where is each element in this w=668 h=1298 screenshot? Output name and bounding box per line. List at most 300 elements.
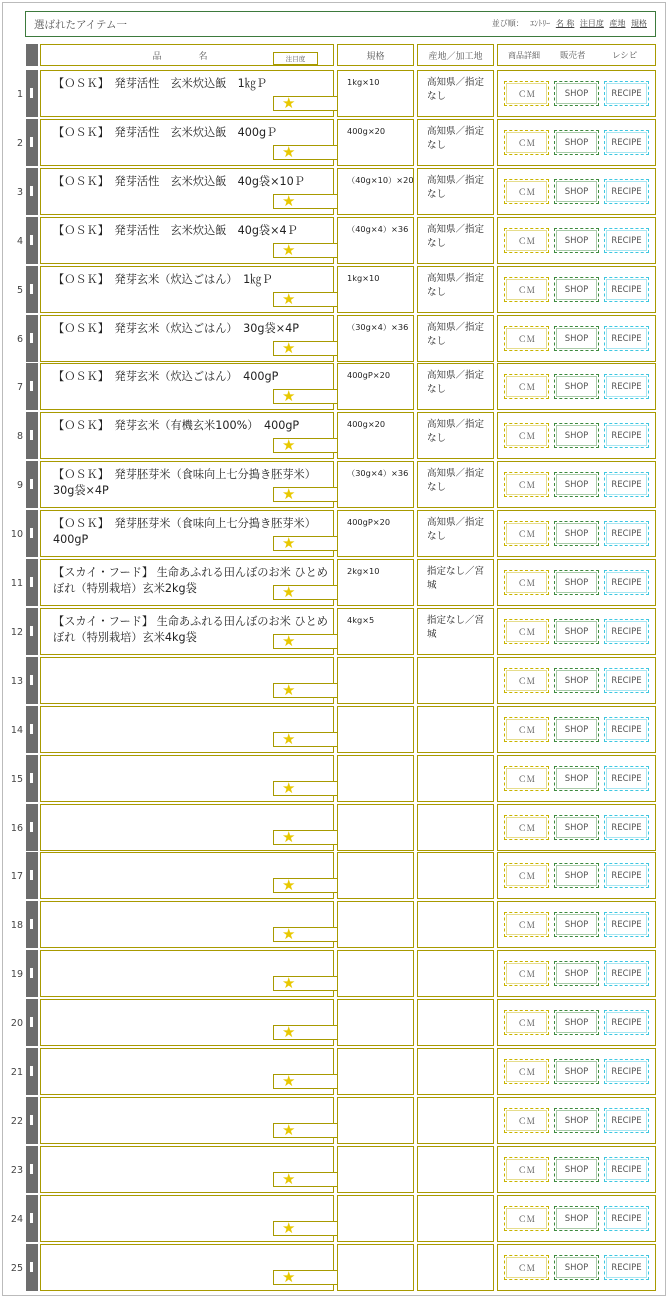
product-name-cell (40, 1244, 334, 1291)
spec-cell (337, 217, 414, 264)
row-grip-bar (26, 901, 38, 948)
row-grip-tick (30, 626, 33, 636)
shop-button[interactable]: SHOP (554, 668, 599, 693)
cm-button[interactable]: ＣＭ (504, 961, 549, 986)
sort-label: 並び順： (491, 19, 524, 28)
spec-cell (337, 1244, 414, 1291)
star-icon[interactable]: ★ (282, 143, 296, 161)
origin-cell (417, 119, 494, 166)
cm-button[interactable]: ＣＭ (504, 912, 549, 937)
sort-bar (492, 18, 647, 29)
recipe-button[interactable]: RECIPE (604, 81, 649, 106)
origin-cell (417, 608, 494, 655)
origin-cell (417, 950, 494, 997)
origin-cell (417, 217, 494, 264)
spec-cell (337, 852, 414, 899)
product-spec: 400g×20 (347, 419, 386, 429)
shop-button[interactable]: SHOP (554, 961, 599, 986)
row-grip-tick (30, 235, 33, 245)
product-origin: 高知県／指定なし (427, 468, 485, 493)
product-origin: 高知県／指定なし (427, 517, 485, 542)
shop-button[interactable]: SHOP (554, 179, 599, 204)
row-grip-bar (26, 1048, 38, 1095)
row-grip-bar (26, 999, 38, 1046)
product-name-cell (40, 804, 334, 851)
row-number: 7 (16, 382, 23, 393)
sort-spec-link[interactable]: 規格 (631, 19, 647, 28)
shop-button[interactable]: SHOP (554, 1206, 599, 1231)
star-icon[interactable]: ★ (282, 1121, 296, 1139)
cm-button[interactable]: ＣＭ (504, 668, 549, 693)
spec-cell (337, 461, 414, 508)
actions-cell (497, 363, 656, 410)
product-name-cell (40, 1146, 334, 1193)
row-grip-bar (26, 461, 38, 508)
row-number: 15 (10, 774, 23, 785)
attention-box (273, 1172, 345, 1187)
recipe-button[interactable]: RECIPE (604, 130, 649, 155)
recipe-button[interactable]: RECIPE (604, 1010, 649, 1035)
product-name-cell (40, 266, 334, 313)
row-grip-tick (30, 284, 33, 294)
row-grip-tick (30, 822, 33, 832)
recipe-button[interactable]: RECIPE (604, 1206, 649, 1231)
recipe-button[interactable]: RECIPE (604, 423, 649, 448)
origin-cell (417, 1097, 494, 1144)
shop-button[interactable]: SHOP (554, 766, 599, 791)
row-grip-bar (26, 804, 38, 851)
row-grip-tick (30, 186, 33, 196)
shop-button[interactable]: SHOP (554, 130, 599, 155)
origin-cell (417, 1146, 494, 1193)
row-number: 18 (10, 920, 23, 931)
actions-cell (497, 755, 656, 802)
shop-button[interactable]: SHOP (554, 521, 599, 546)
row-number: 21 (10, 1067, 23, 1078)
product-name[interactable]: 【ＯＳＫ】 発芽胚芽米（食味向上七分搗き胚芽米） 400gP (53, 517, 322, 546)
attention-box (273, 830, 345, 845)
cm-button[interactable]: ＣＭ (504, 472, 549, 497)
row-grip-tick (30, 1213, 33, 1223)
actions-cell (497, 510, 656, 557)
header-row-bar (26, 44, 38, 66)
spec-cell (337, 559, 414, 606)
row-number: 23 (10, 1165, 23, 1176)
product-name[interactable]: 【ＯＳＫ】 発芽玄米（有機玄米100%） 400gP (53, 419, 300, 432)
cm-button[interactable]: ＣＭ (504, 1010, 549, 1035)
shop-button[interactable]: SHOP (554, 326, 599, 351)
origin-cell (417, 1048, 494, 1095)
row-grip-bar (26, 217, 38, 264)
column-detail-label: 商品詳細 (508, 50, 540, 60)
attention-box (273, 732, 345, 747)
spec-cell (337, 657, 414, 704)
attention-box (273, 1074, 345, 1089)
product-name-cell (40, 852, 334, 899)
shop-button[interactable]: SHOP (554, 912, 599, 937)
product-origin: 指定なし／宮城 (427, 566, 485, 591)
star-icon[interactable]: ★ (282, 828, 296, 846)
shop-button[interactable]: SHOP (554, 228, 599, 253)
cm-button[interactable]: ＣＭ (504, 228, 549, 253)
row-number: 19 (10, 969, 23, 980)
product-spec: （40g×10）×20 (347, 175, 414, 185)
page-title: 選ばれたアイテム一 (34, 19, 128, 31)
shop-button[interactable]: SHOP (554, 863, 599, 888)
row-number: 4 (16, 236, 23, 247)
product-spec: 2kg×10 (347, 566, 380, 576)
product-name[interactable]: 【ＯＳＫ】 発芽活性 玄米炊込飯 40g袋×10Ｐ (53, 175, 305, 188)
row-grip-tick (30, 1066, 33, 1076)
origin-cell (417, 412, 494, 459)
actions-cell (497, 119, 656, 166)
cm-button[interactable]: ＣＭ (504, 521, 549, 546)
row-grip-tick (30, 1262, 33, 1272)
sort-attention-link[interactable]: 注目度 (579, 19, 604, 28)
product-name-cell (40, 559, 334, 606)
spec-cell (337, 608, 414, 655)
actions-cell (497, 412, 656, 459)
shop-button[interactable]: SHOP (554, 1108, 599, 1133)
recipe-button[interactable]: RECIPE (604, 912, 649, 937)
recipe-button[interactable]: RECIPE (604, 277, 649, 302)
sort-origin-link[interactable]: 産地 (609, 19, 626, 28)
product-name-cell (40, 901, 334, 948)
row-grip-tick (30, 675, 33, 685)
actions-cell (497, 559, 656, 606)
product-name-cell (40, 168, 334, 215)
actions-cell (497, 706, 656, 753)
product-spec: （40g×4）×36 (347, 224, 409, 234)
actions-cell (497, 315, 656, 362)
shop-button[interactable]: SHOP (554, 1157, 599, 1182)
recipe-button[interactable]: RECIPE (604, 961, 649, 986)
cm-button[interactable]: ＣＭ (504, 815, 549, 840)
recipe-button[interactable]: RECIPE (604, 1059, 649, 1084)
cm-button[interactable]: ＣＭ (504, 1108, 549, 1133)
spec-cell (337, 266, 414, 313)
product-spec: 400g×20 (347, 126, 386, 136)
product-name[interactable]: 【ＯＳＫ】 発芽活性 玄米炊込飯 1㎏Ｐ (53, 77, 268, 90)
origin-cell (417, 510, 494, 557)
column-name-label: 品 名 (152, 51, 222, 62)
attention-box (273, 292, 345, 307)
star-icon[interactable]: ★ (282, 94, 296, 112)
row-grip-bar (26, 706, 38, 753)
actions-cell (497, 217, 656, 264)
origin-cell (417, 901, 494, 948)
row-grip-bar (26, 168, 38, 215)
spec-cell (337, 999, 414, 1046)
product-name-cell (40, 119, 334, 166)
origin-cell (417, 657, 494, 704)
spec-cell (337, 412, 414, 459)
star-icon[interactable]: ★ (282, 436, 296, 454)
origin-cell (417, 559, 494, 606)
row-number: 9 (16, 480, 23, 491)
recipe-button[interactable]: RECIPE (604, 228, 649, 253)
actions-cell (497, 901, 656, 948)
actions-cell (497, 608, 656, 655)
origin-cell (417, 70, 494, 117)
product-spec: （30g×4）×36 (347, 322, 409, 332)
row-number: 25 (10, 1263, 23, 1274)
product-spec: 400gP×20 (347, 370, 391, 380)
cm-button[interactable]: ＣＭ (504, 1157, 549, 1182)
row-number: 10 (10, 529, 23, 540)
attention-box (273, 781, 345, 796)
origin-cell (417, 999, 494, 1046)
recipe-button[interactable]: RECIPE (604, 326, 649, 351)
origin-cell (417, 1244, 494, 1291)
actions-cell (497, 266, 656, 313)
recipe-button[interactable]: RECIPE (604, 1255, 649, 1280)
shop-button[interactable]: SHOP (554, 815, 599, 840)
row-grip-tick (30, 381, 33, 391)
cm-button[interactable]: ＣＭ (504, 619, 549, 644)
row-number: 2 (16, 138, 23, 149)
recipe-button[interactable]: RECIPE (604, 815, 649, 840)
recipe-button[interactable]: RECIPE (604, 863, 649, 888)
product-name-cell (40, 1048, 334, 1095)
product-origin: 高知県／指定なし (427, 77, 485, 102)
attention-box (273, 487, 345, 502)
actions-cell (497, 1048, 656, 1095)
product-name-cell (40, 755, 334, 802)
product-name-cell (40, 1195, 334, 1242)
row-grip-bar (26, 559, 38, 606)
spec-cell (337, 168, 414, 215)
spec-cell (337, 70, 414, 117)
attention-box (273, 194, 345, 209)
product-spec: 1kg×10 (347, 273, 380, 283)
row-grip-tick (30, 528, 33, 538)
product-origin: 高知県／指定なし (427, 273, 485, 298)
shop-button[interactable]: SHOP (554, 619, 599, 644)
row-grip-bar (26, 950, 38, 997)
star-icon[interactable]: ★ (282, 241, 296, 259)
actions-cell (497, 70, 656, 117)
attention-box (273, 145, 345, 160)
row-grip-bar (26, 363, 38, 410)
attention-box (273, 438, 345, 453)
column-header-spec: 規格 (337, 44, 414, 66)
origin-cell (417, 755, 494, 802)
shop-button[interactable]: SHOP (554, 423, 599, 448)
product-name[interactable]: 【ＯＳＫ】 発芽胚芽米（食味向上七分搗き胚芽米） 30g袋×4P (53, 468, 322, 497)
row-grip-tick (30, 724, 33, 734)
star-icon[interactable]: ★ (282, 387, 296, 405)
recipe-button[interactable]: RECIPE (604, 570, 649, 595)
attention-box (273, 585, 345, 600)
star-icon[interactable]: ★ (282, 192, 296, 210)
cm-button[interactable]: ＣＭ (504, 1255, 549, 1280)
product-name-cell (40, 510, 334, 557)
actions-cell (497, 1195, 656, 1242)
recipe-button[interactable]: RECIPE (604, 521, 649, 546)
spec-cell (337, 510, 414, 557)
cm-button[interactable]: ＣＭ (504, 130, 549, 155)
attention-box (273, 243, 345, 258)
cm-button[interactable]: ＣＭ (504, 374, 549, 399)
recipe-button[interactable]: RECIPE (604, 1108, 649, 1133)
cm-button[interactable]: ＣＭ (504, 179, 549, 204)
row-grip-bar (26, 1195, 38, 1242)
row-grip-tick (30, 137, 33, 147)
product-name[interactable]: 【ＯＳＫ】 発芽活性 玄米炊込飯 40g袋×4Ｐ (53, 224, 298, 237)
origin-cell (417, 363, 494, 410)
shop-button[interactable]: SHOP (554, 277, 599, 302)
recipe-button[interactable]: RECIPE (604, 472, 649, 497)
shop-button[interactable]: SHOP (554, 1255, 599, 1280)
column-header-origin: 産地／加工地 (417, 44, 494, 66)
attention-box (273, 96, 345, 111)
attention-box (273, 1221, 345, 1236)
product-name-cell (40, 706, 334, 753)
origin-cell (417, 461, 494, 508)
star-icon[interactable]: ★ (282, 339, 296, 357)
spec-cell (337, 755, 414, 802)
row-number: 12 (10, 627, 23, 638)
spec-cell (337, 1146, 414, 1193)
recipe-button[interactable]: RECIPE (604, 374, 649, 399)
spec-cell (337, 1195, 414, 1242)
star-icon[interactable]: ★ (282, 925, 296, 943)
star-icon[interactable]: ★ (282, 1072, 296, 1090)
row-grip-bar (26, 315, 38, 362)
attention-box (273, 536, 345, 551)
shop-button[interactable]: SHOP (554, 472, 599, 497)
star-icon[interactable]: ★ (282, 534, 296, 552)
shop-button[interactable]: SHOP (554, 81, 599, 106)
actions-cell (497, 1097, 656, 1144)
actions-cell (497, 999, 656, 1046)
shop-button[interactable]: SHOP (554, 1010, 599, 1035)
product-name[interactable]: 【スカイ・フード】 生命あふれる田んぼのお米 ひとめぼれ（特別栽培）玄米4kg袋 (53, 615, 328, 644)
star-icon[interactable]: ★ (282, 485, 296, 503)
star-icon[interactable]: ★ (282, 1023, 296, 1041)
origin-cell (417, 706, 494, 753)
shop-button[interactable]: SHOP (554, 570, 599, 595)
row-grip-tick (30, 577, 33, 587)
row-grip-tick (30, 773, 33, 783)
shop-button[interactable]: SHOP (554, 717, 599, 742)
star-icon[interactable]: ★ (282, 632, 296, 650)
column-attention-label: 注目度 (273, 52, 318, 65)
row-grip-tick (30, 870, 33, 880)
attention-box (273, 634, 345, 649)
spec-cell (337, 901, 414, 948)
cm-button[interactable]: ＣＭ (504, 863, 549, 888)
cm-button[interactable]: ＣＭ (504, 570, 549, 595)
attention-box (273, 927, 345, 942)
recipe-button[interactable]: RECIPE (604, 717, 649, 742)
product-name[interactable]: 【ＯＳＫ】 発芽玄米（炊込ごはん） 1㎏Ｐ (53, 273, 273, 286)
recipe-button[interactable]: RECIPE (604, 1157, 649, 1182)
attention-box (273, 683, 345, 698)
recipe-button[interactable]: RECIPE (604, 668, 649, 693)
actions-cell (497, 657, 656, 704)
row-number: 24 (10, 1214, 23, 1225)
row-number: 17 (10, 871, 23, 882)
spec-cell (337, 119, 414, 166)
star-icon[interactable]: ★ (282, 779, 296, 797)
row-grip-tick (30, 968, 33, 978)
product-spec: 1kg×10 (347, 77, 380, 87)
sort-entry-link[interactable]: ｴﾝﾄﾘｰ (530, 19, 551, 28)
actions-cell (497, 461, 656, 508)
attention-box (273, 976, 345, 991)
recipe-button[interactable]: RECIPE (604, 179, 649, 204)
product-name[interactable]: 【ＯＳＫ】 発芽玄米（炊込ごはん） 30g袋×4P (53, 322, 299, 335)
product-origin: 高知県／指定なし (427, 126, 485, 151)
product-name[interactable]: 【ＯＳＫ】 発芽玄米（炊込ごはん） 400gP (53, 370, 279, 383)
origin-cell (417, 168, 494, 215)
column-header-actions (497, 44, 656, 66)
origin-cell (417, 804, 494, 851)
row-grip-tick (30, 479, 33, 489)
row-number: 22 (10, 1116, 23, 1127)
star-icon[interactable]: ★ (282, 1170, 296, 1188)
recipe-button[interactable]: RECIPE (604, 619, 649, 644)
row-number: 11 (10, 578, 23, 589)
star-icon[interactable]: ★ (282, 876, 296, 894)
row-number: 16 (10, 823, 23, 834)
star-icon[interactable]: ★ (282, 681, 296, 699)
cm-button[interactable]: ＣＭ (504, 1206, 549, 1231)
product-origin: 高知県／指定なし (427, 419, 485, 444)
cm-button[interactable]: ＣＭ (504, 717, 549, 742)
product-name[interactable]: 【ＯＳＫ】 発芽活性 玄米炊込飯 400gＰ (53, 126, 278, 139)
shop-button[interactable]: SHOP (554, 1059, 599, 1084)
star-icon[interactable]: ★ (282, 974, 296, 992)
star-icon[interactable]: ★ (282, 290, 296, 308)
star-icon[interactable]: ★ (282, 1219, 296, 1237)
product-name-cell (40, 461, 334, 508)
spec-cell (337, 363, 414, 410)
row-grip-bar (26, 119, 38, 166)
star-icon[interactable]: ★ (282, 730, 296, 748)
cm-button[interactable]: ＣＭ (504, 277, 549, 302)
actions-cell (497, 1244, 656, 1291)
column-seller-label: 販売者 (560, 51, 586, 61)
cm-button[interactable]: ＣＭ (504, 326, 549, 351)
cm-button[interactable]: ＣＭ (504, 766, 549, 791)
product-origin: 指定なし／宮城 (427, 615, 485, 640)
row-number: 8 (16, 431, 23, 442)
shop-button[interactable]: SHOP (554, 374, 599, 399)
row-number: 20 (10, 1018, 23, 1029)
product-name[interactable]: 【スカイ・フード】 生命あふれる田んぼのお米 ひとめぼれ（特別栽培）玄米2kg袋 (53, 566, 328, 595)
cm-button[interactable]: ＣＭ (504, 81, 549, 106)
product-name-cell (40, 608, 334, 655)
recipe-button[interactable]: RECIPE (604, 766, 649, 791)
row-number: 3 (16, 187, 23, 198)
cm-button[interactable]: ＣＭ (504, 423, 549, 448)
cm-button[interactable]: ＣＭ (504, 1059, 549, 1084)
product-name-cell (40, 999, 334, 1046)
star-icon[interactable]: ★ (282, 583, 296, 601)
column-recipe-label: レシピ (612, 51, 638, 61)
row-grip-bar (26, 657, 38, 704)
row-grip-tick (30, 430, 33, 440)
origin-cell (417, 315, 494, 362)
star-icon[interactable]: ★ (282, 1268, 296, 1286)
sort-name-link[interactable]: 名 称 (555, 19, 575, 28)
actions-cell (497, 1146, 656, 1193)
spec-cell (337, 950, 414, 997)
row-grip-tick (30, 1164, 33, 1174)
